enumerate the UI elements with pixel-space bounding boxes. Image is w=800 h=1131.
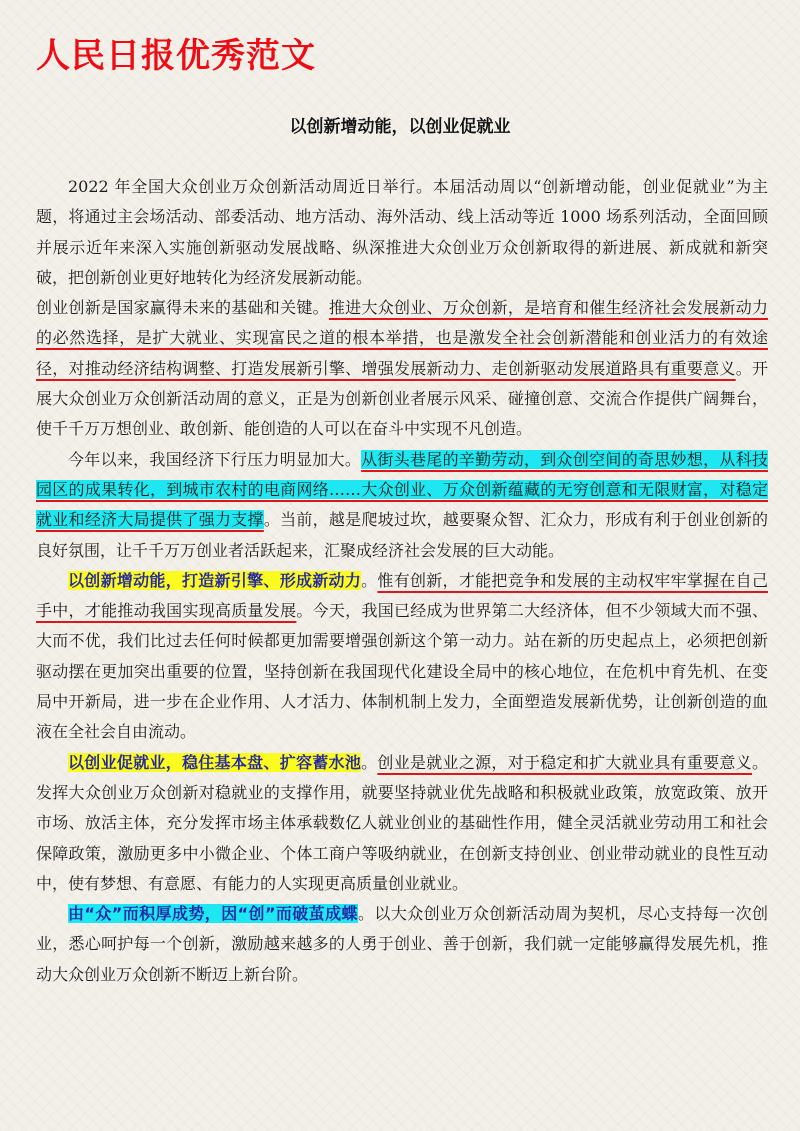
paragraph-4 [36, 566, 768, 748]
section-heading-innovation: 以创新增动能，打造新引擎、形成新动力 [68, 570, 362, 590]
article-body [36, 172, 768, 990]
section-heading-momentum: 由“众”而积厚成势，因“创”而破茧成蝶 [68, 904, 358, 924]
underlined-passage-2: 惟有创新，才能把竞争和发展的主动权牢牢掌握在自己手中，才能推动我国实现高质量发展 [36, 570, 768, 621]
paragraph-3-rest: 。当前，越是爬坡过坎，越要聚众智、汇众力，形成有利于创业创新的良好氛围，让千千万万创业者活跃起来，汇聚成经济社会发展的巨大动能。 [36, 510, 768, 560]
paragraph-1 [36, 172, 768, 293]
paragraph-4-rest: 。今天，我国已经成为世界第二大经济体，但不少领域大而不强、大而不优，我们比过去任何时候都更加需要增强创新这个第一动力。站在新的历史起点上，必须把创新驱动摆在更加突出重要的位置，坚持创新在我国现代化建设全局中的核心地位，在危机中育先机、在变局中开新局，进一步在企业作用、人才活力、体制机制上发力，全面塑造发展新优势，让创新创造的血液在全社会自由流动。 [36, 601, 768, 742]
paragraph-6-rest: 。以大众创业万众创新活动周为契机，尽心支持每一次创业，悉心呵护每一个创新，激励越来越多的人勇于创业、善于创新，我们就一定能够赢得发展先机，推动大众创业万众创新不断迈上新台阶。 [36, 904, 768, 984]
paragraph-2-lead: 创业创新是国家赢得未来的基础和关键。 [36, 298, 329, 318]
article-title: 以创新增动能，以创业促就业 [289, 117, 511, 137]
paragraph-5-rest: 。发挥大众创业万众创新对稳就业的支撑作用，就要坚持就业优先战略和积极就业政策，放宽政策、放开市场、放活主体，充分发挥市场主体承载数亿人就业创业的基础性作用，健全灵活就业劳动用工和社会保障政策，激励更多中小微企业、个体工商户等吸纳就业，在创新支持创业、创业带动就业的良性互动中，使有梦想、有意愿、有能力的人实现更高质量创业就业。 [36, 752, 768, 893]
brand-heading: 人民日报优秀范文 [36, 36, 316, 76]
underlined-passage-1: 推进大众创业、万众创新，是培育和催生经济社会发展新动力的必然选择，是扩大就业、实现富民之道的根本举措，也是激发全社会创新潜能和创业活力的有效途径，对推动经济结构调整、打造发展新引擎、增强发展新动力、走创新驱动发展道路具有重要意义 [36, 298, 768, 378]
highlighted-passage-cyan: 从街头巷尾的辛勤劳动，到众创空间的奇思妙想，从科技园区的成果转化，到城市农村的电商网络……大众创业、万众创新蕴藏的无穷创意和无限财富，对稳定就业和经济大局提供了强力支撑 [36, 449, 768, 530]
underlined-passage-3: 创业是就业之源，对于稳定和扩大就业具有重要意义 [377, 752, 752, 772]
paragraph-5 [36, 748, 768, 899]
paragraph-2 [36, 293, 768, 444]
paragraph-6 [36, 899, 768, 990]
paragraph-4-punct: 。 [361, 570, 378, 590]
paragraph-3 [36, 445, 768, 566]
paragraph-2-rest: 。开展大众创业万众创新活动周的意义，正是为创新创业者展示风采、碰撞创意、交流合作提供广阔舞台，使千千万万想创业、敢创新、能创造的人可以在奋斗中实现不凡创造。 [36, 358, 768, 439]
section-heading-employment: 以创业促就业，稳住基本盘、扩容蓄水池 [68, 752, 362, 772]
paragraph-5-punct: 。 [361, 752, 378, 772]
paragraph-3-lead: 今年以来，我国经济下行压力明显加大。 [68, 449, 362, 469]
paragraph-1-text: 2022 年全国大众创业万众创新活动周近日举行。本届活动周以“创新增动能，创业促就业”为主题，将通过主会场活动、部委活动、地方活动、海外活动、线上活动等近 1000 场系列活动，全面回顾并展示近年来深入实施创新驱动发展战略、纵深推进大众创业万众创新取得的新进展、新成就和新突破，把创新创业更好地转化为经济发展新动能。 [36, 177, 768, 287]
